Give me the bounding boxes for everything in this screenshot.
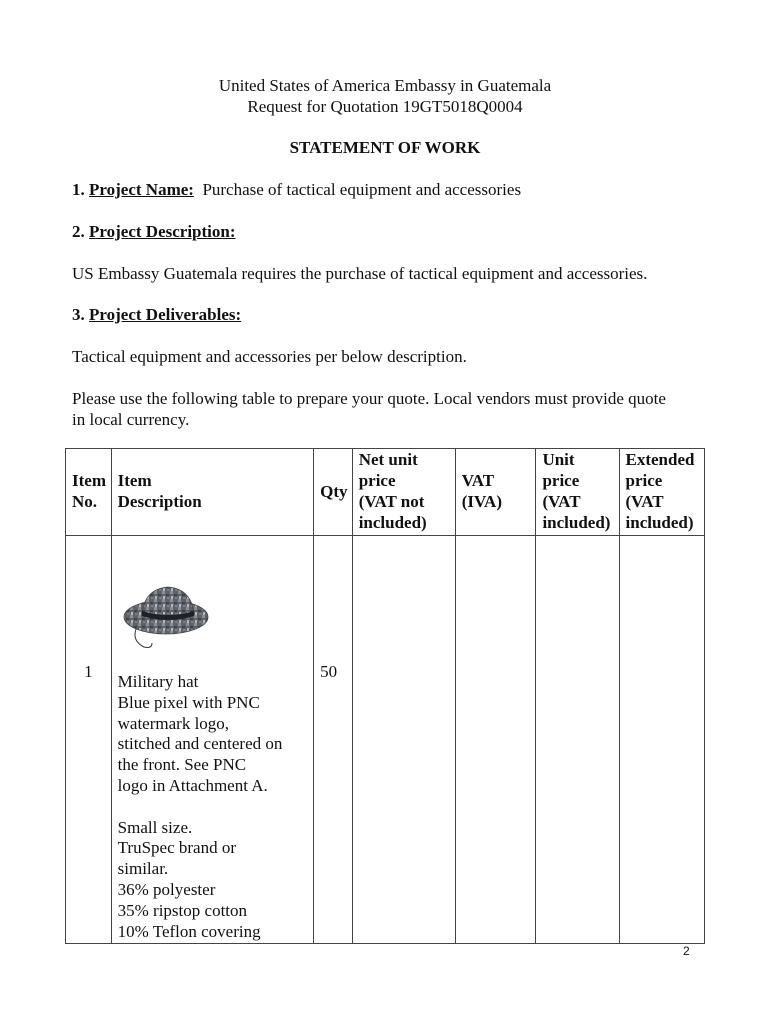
project-deliverables-text: Tactical equipment and accessories per below description. — [72, 347, 467, 366]
project-name-value: Purchase of tactical equipment and accessories — [202, 180, 522, 199]
section-label: Project Deliverables: — [89, 305, 242, 324]
project-description-text: US Embassy Guatemala requires the purchase of tactical equipment and accessories. — [72, 264, 648, 283]
section-project-description — [72, 221, 236, 242]
quotation-table — [65, 448, 705, 944]
header-extended-price: Extended price (VAT included) — [619, 449, 704, 536]
item-number: 1 — [66, 536, 112, 944]
net-unit-price-cell[interactable] — [352, 536, 455, 944]
item-description-cell: Military hat Blue pixel with PNC watermark logo, stitched and centered on the front. See PNC logo in Attachment A. Small size. TruSpec brand or similar. 36% polyester 35% ripstop cotton 10% Teflon covering — [111, 536, 313, 944]
section-number: 3. — [72, 305, 85, 324]
table-header-row — [66, 449, 705, 536]
unit-price-cell[interactable] — [536, 536, 619, 944]
extended-price-cell[interactable] — [619, 536, 704, 944]
header-qty: Qty — [314, 449, 353, 536]
header-item-no: Item No. — [66, 449, 112, 536]
vat-cell[interactable] — [455, 536, 536, 944]
header-net-unit-price: Net unit price (VAT not included) — [352, 449, 455, 536]
section-number: 2. — [72, 222, 85, 241]
document-title: STATEMENT OF WORK — [289, 138, 481, 157]
section-label: Project Name: — [89, 180, 194, 199]
military-hat-image — [122, 575, 214, 651]
header-unit-price: Unit price (VAT included) — [536, 449, 619, 536]
header-vat: VAT (IVA) — [455, 449, 536, 536]
page-number: 2 — [683, 944, 690, 958]
header-embassy: United States of America Embassy in Guatemala — [218, 76, 552, 95]
section-number: 1. — [72, 180, 85, 199]
section-project-name — [72, 179, 521, 200]
instructions-line-2: in local currency. — [72, 410, 190, 429]
item-qty: 50 — [314, 536, 353, 944]
header-rfq: Request for Quotation 19GT5018Q0004 — [247, 97, 523, 116]
section-project-deliverables — [72, 304, 241, 325]
header-item-description: Item Description — [111, 449, 313, 536]
section-label: Project Description: — [89, 222, 236, 241]
instructions-line-1: Please use the following table to prepare your quote. Local vendors must provide quote — [72, 389, 666, 408]
table-row — [66, 536, 705, 944]
